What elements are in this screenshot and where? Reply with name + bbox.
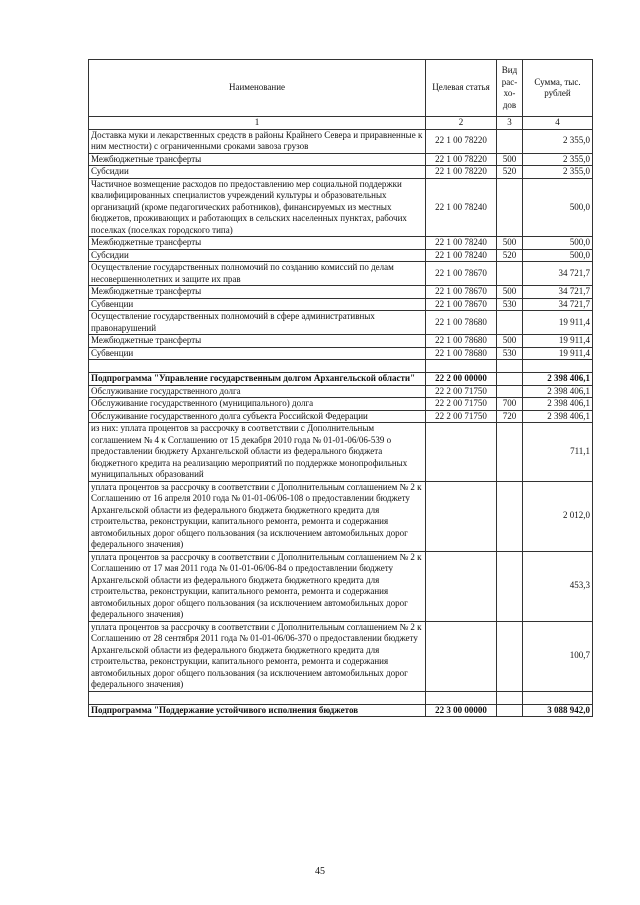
table-row — [89, 347, 593, 360]
empty-cell — [523, 360, 593, 373]
row-name: Субвенции — [89, 298, 426, 311]
row-code: 22 1 00 78670 — [426, 262, 497, 286]
row-sum: 500,0 — [523, 178, 593, 237]
row-code: 22 1 00 78680 — [426, 311, 497, 335]
table-row — [89, 335, 593, 348]
table-row — [89, 410, 593, 423]
table-row — [89, 311, 593, 335]
empty-row — [89, 360, 593, 373]
row-sum: 34 721,7 — [523, 262, 593, 286]
row-sum: 2 398 406,1 — [523, 398, 593, 411]
column-number: 2 — [426, 117, 497, 130]
row-type: 720 — [497, 410, 523, 423]
table-row — [89, 166, 593, 179]
row-code — [426, 621, 497, 691]
row-sum: 2 398 406,1 — [523, 410, 593, 423]
subprogram-row — [89, 373, 593, 386]
row-name: Субвенции — [89, 347, 426, 360]
row-sum: 100,7 — [523, 621, 593, 691]
row-type — [497, 423, 523, 482]
row-type — [497, 311, 523, 335]
table-row — [89, 551, 593, 621]
row-sum: 2 398 406,1 — [523, 385, 593, 398]
row-type — [497, 385, 523, 398]
row-name: Субсидии — [89, 166, 426, 179]
row-name: Обслуживание государственного (муниципального) долга — [89, 398, 426, 411]
table-row — [89, 298, 593, 311]
table-row — [89, 398, 593, 411]
row-name: уплата процентов за рассрочку в соответствии с Дополнительным соглашением № 2 к Соглашению от 17 мая 2011 года № 01-01-06/06-84 о предоставлении бюджету Архангельской области из федерального бюджета бюджетного кредита для строительства, реконструкции, капитального ремонта, ремонта и содержания автомобильных дорог общего пользования (за исключением автомобильных дорог федерального значения) — [89, 551, 426, 621]
row-sum: 34 721,7 — [523, 298, 593, 311]
row-sum: 2 355,0 — [523, 153, 593, 166]
row-type — [497, 551, 523, 621]
row-code — [426, 551, 497, 621]
row-sum: 2 355,0 — [523, 166, 593, 179]
row-sum: 500,0 — [523, 249, 593, 262]
row-name: из них: уплата процентов за рассрочку в соответствии с Дополнительным соглашением № 4 к Соглашению от 15 декабря 2010 года № 01-01-06/06-539 о предоставлении бюджету Архангельской области из федерального бюджета бюджетного кредита на реализацию мероприятий по поддержке монопрофильных муниципальных образований — [89, 423, 426, 482]
empty-row — [89, 691, 593, 704]
row-type — [497, 129, 523, 153]
header-sum: Сумма, тыс. рублей — [523, 60, 593, 117]
row-code: 22 1 00 78240 — [426, 249, 497, 262]
row-type: 520 — [497, 166, 523, 179]
header-type: Вид рас-хо-дов — [497, 60, 523, 117]
row-name: Обслуживание государственного долга субъекта Российской Федерации — [89, 410, 426, 423]
row-type — [497, 481, 523, 551]
empty-cell — [89, 691, 426, 704]
row-sum: 34 721,7 — [523, 286, 593, 299]
row-sum: 453,3 — [523, 551, 593, 621]
row-name: Обслуживание государственного долга — [89, 385, 426, 398]
row-code: 22 1 00 78670 — [426, 298, 497, 311]
row-sum: 500,0 — [523, 237, 593, 250]
row-code: 22 1 00 78680 — [426, 347, 497, 360]
table-row — [89, 249, 593, 262]
row-type: 500 — [497, 153, 523, 166]
column-number: 3 — [497, 117, 523, 130]
column-number: 4 — [523, 117, 593, 130]
table-row — [89, 262, 593, 286]
row-name: Осуществление государственных полномочий в сфере административных правонарушений — [89, 311, 426, 335]
table-row — [89, 481, 593, 551]
table-row — [89, 153, 593, 166]
row-code: 22 1 00 78220 — [426, 166, 497, 179]
row-name: Подпрограмма "Поддержание устойчивого исполнения бюджетов — [89, 704, 426, 717]
row-code: 22 2 00 71750 — [426, 398, 497, 411]
row-sum: 19 911,4 — [523, 335, 593, 348]
empty-cell — [497, 691, 523, 704]
table-row — [89, 237, 593, 250]
row-name: Осуществление государственных полномочий по созданию комиссий по делам несовершеннолетних и защите их прав — [89, 262, 426, 286]
row-type — [497, 704, 523, 717]
row-sum: 711,1 — [523, 423, 593, 482]
empty-cell — [426, 691, 497, 704]
row-code — [426, 481, 497, 551]
table-header-row — [89, 60, 593, 117]
row-type — [497, 262, 523, 286]
row-sum: 3 088 942,0 — [523, 704, 593, 717]
row-name: уплата процентов за рассрочку в соответствии с Дополнительным соглашением № 2 к Соглашению от 28 сентября 2011 года № 01-01-06/06-370 о предоставлении бюджету Архангельской области из федерального бюджета бюджетного кредита для строительства, реконструкции, капитального ремонта, ремонта и содержания автомобильных дорог общего пользования (за исключением автомобильных дорог федерального значения) — [89, 621, 426, 691]
row-type — [497, 178, 523, 237]
column-number: 1 — [89, 117, 426, 130]
row-sum: 19 911,4 — [523, 347, 593, 360]
row-code: 22 2 00 71750 — [426, 410, 497, 423]
row-name: Межбюджетные трансферты — [89, 286, 426, 299]
table-row — [89, 423, 593, 482]
row-name: Межбюджетные трансферты — [89, 153, 426, 166]
empty-cell — [497, 360, 523, 373]
row-name: Межбюджетные трансферты — [89, 237, 426, 250]
row-name: Доставка муки и лекарственных средств в районы Крайнего Севера и приравненные к ним местности) с ограниченными сроками завоза грузов — [89, 129, 426, 153]
subprogram-row — [89, 704, 593, 717]
row-type: 500 — [497, 286, 523, 299]
row-type: 530 — [497, 347, 523, 360]
row-type: 500 — [497, 335, 523, 348]
row-sum: 19 911,4 — [523, 311, 593, 335]
row-code: 22 3 00 00000 — [426, 704, 497, 717]
row-code: 22 1 00 78670 — [426, 286, 497, 299]
row-type: 530 — [497, 298, 523, 311]
row-sum: 2 355,0 — [523, 129, 593, 153]
row-type: 500 — [497, 237, 523, 250]
empty-cell — [89, 360, 426, 373]
empty-cell — [523, 691, 593, 704]
row-name: Частичное возмещение расходов по предоставлению мер социальной поддержки квалифицированных специалистов учреждений культуры и образовательных организаций (кроме педагогических работников), финансируемых из местных бюджетов, проживающих и работающих в сельских населенных пунктах, рабочих поселках (поселках городского типа) — [89, 178, 426, 237]
row-type: 700 — [497, 398, 523, 411]
column-number-row — [89, 117, 593, 130]
header-code: Целевая статья — [426, 60, 497, 117]
row-type — [497, 373, 523, 386]
row-type: 520 — [497, 249, 523, 262]
row-name: Межбюджетные трансферты — [89, 335, 426, 348]
row-name: Субсидии — [89, 249, 426, 262]
row-type — [497, 621, 523, 691]
header-name: Наименование — [89, 60, 426, 117]
page-number: 45 — [315, 866, 325, 877]
row-code: 22 1 00 78220 — [426, 153, 497, 166]
row-code: 22 2 00 00000 — [426, 373, 497, 386]
table-row — [89, 621, 593, 691]
table-row — [89, 178, 593, 237]
table-row — [89, 129, 593, 153]
row-code: 22 1 00 78220 — [426, 129, 497, 153]
empty-cell — [426, 360, 497, 373]
row-name: Подпрограмма "Управление государственным долгом Архангельской области" — [89, 373, 426, 386]
budget-table — [88, 59, 593, 717]
row-code: 22 1 00 78240 — [426, 237, 497, 250]
row-name: уплата процентов за рассрочку в соответствии с Дополнительным соглашением № 2 к Соглашению от 16 апреля 2010 года № 01-01-06/06-108 о предоставлении бюджету Архангельской области из федерального бюджета бюджетного кредита для строительства, реконструкции, капитального ремонта, ремонта и содержания автомобильных дорог общего пользования (за исключением автомобильных дорог федерального значения) — [89, 481, 426, 551]
row-code: 22 1 00 78240 — [426, 178, 497, 237]
table-row — [89, 286, 593, 299]
row-sum: 2 012,0 — [523, 481, 593, 551]
row-code — [426, 423, 497, 482]
row-sum: 2 398 406,1 — [523, 373, 593, 386]
row-code: 22 2 00 71750 — [426, 385, 497, 398]
table-row — [89, 385, 593, 398]
row-code: 22 1 00 78680 — [426, 335, 497, 348]
